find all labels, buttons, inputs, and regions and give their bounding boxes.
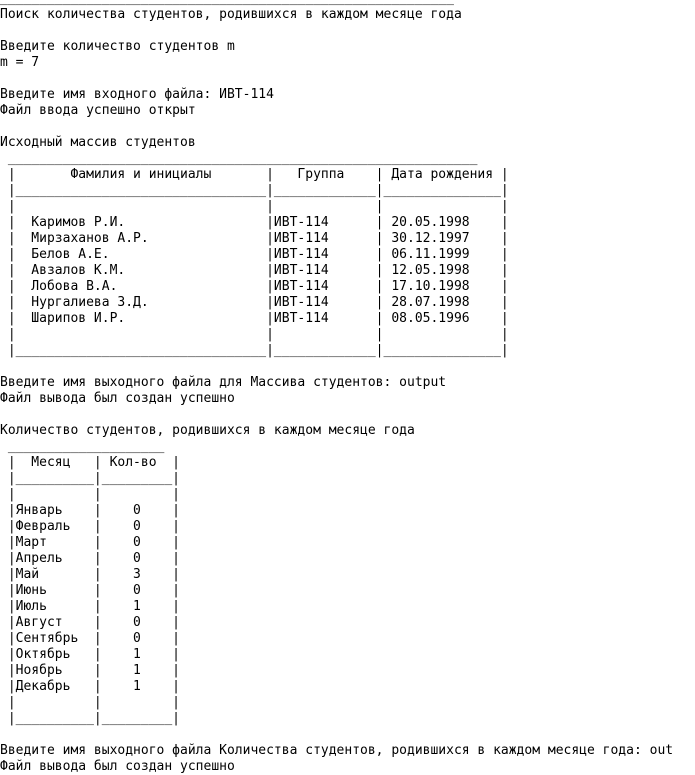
console-line: |Март | 0 |	[0, 535, 181, 550]
console-line: |Июль | 1 |	[0, 599, 181, 614]
console-line	[0, 0, 695, 7]
console-line: |Июнь | 0 |	[0, 583, 181, 598]
console-line: m = 7	[0, 55, 40, 70]
console-line: |Май | 3 |	[0, 567, 181, 582]
console-line: |Февраль | 0 |	[0, 519, 181, 534]
console-line: | Каримов Р.И. |ИВТ-114 | 20.05.1998 |	[0, 215, 509, 230]
console-line	[0, 71, 695, 87]
console-line: | | |	[0, 487, 181, 502]
console-line	[0, 407, 695, 423]
console-line: Исходный массив студентов	[0, 135, 196, 150]
console-line: | Мирзаханов А.Р. |ИВТ-114 | 30.12.1997 |	[0, 231, 509, 246]
console-line: |Январь | 0 |	[0, 503, 181, 518]
console-line: | Белов А.Е. |ИВТ-114 | 06.11.1999 |	[0, 247, 509, 262]
console-line: ____________________________________________________________	[0, 151, 478, 166]
console-line: | Фамилия и инициалы | Группа | Дата рождения |	[0, 167, 509, 182]
console-line: Введите имя выходного файла Количества студентов, родившихся в каждом месяце года: out	[0, 743, 674, 758]
console-line	[0, 727, 695, 743]
console-line: Поиск количества студентов, родившихся в каждом месяце года	[0, 7, 462, 22]
console-line: Количество студентов, родившихся в каждом месяце года	[0, 423, 415, 438]
console-line: |Август | 0 |	[0, 615, 181, 630]
console-line: | | |	[0, 695, 181, 710]
console-line: Введите имя входного файла: ИВТ-114	[0, 87, 274, 102]
console-line: ____________________	[0, 439, 165, 454]
console-line: | Месяц | Кол-во |	[0, 455, 181, 470]
console-line: |________________________________|_____________|_______________|	[0, 343, 509, 358]
console-line: Файл вывода был создан успешно	[0, 759, 235, 774]
console-line: |__________|_________|	[0, 471, 181, 486]
console-line	[0, 359, 695, 375]
console-line: Файл вывода был создан успешно	[0, 391, 235, 406]
console-line: Введите количество студентов m	[0, 39, 235, 54]
console-line: | | | |	[0, 327, 509, 342]
console-line: |Октябрь | 1 |	[0, 647, 181, 662]
console-line: | Лобова В.А. |ИВТ-114 | 17.10.1998 |	[0, 279, 509, 294]
console-line: |Апрель | 0 |	[0, 551, 181, 566]
console-line: | | | |	[0, 199, 509, 214]
console-line: |Ноябрь | 1 |	[0, 663, 181, 678]
console-line: |Декабрь | 1 |	[0, 679, 181, 694]
console-line: | Нургалиева З.Д. |ИВТ-114 | 28.07.1998 |	[0, 295, 509, 310]
console-line: |Сентябрь | 0 |	[0, 631, 181, 646]
console-line: Файл ввода успешно открыт	[0, 103, 196, 118]
console-line	[0, 23, 695, 39]
console-line: Введите имя выходного файла для Массива студентов: output	[0, 375, 447, 390]
console-line: |__________|_________|	[0, 711, 181, 726]
console-line	[0, 119, 695, 135]
console-line: |________________________________|_____________|_______________|	[0, 183, 509, 198]
console-line: | Авзалов К.М. |ИВТ-114 | 12.05.1998 |	[0, 263, 509, 278]
console-line: | Шарипов И.Р. |ИВТ-114 | 08.05.1996 |	[0, 311, 509, 326]
